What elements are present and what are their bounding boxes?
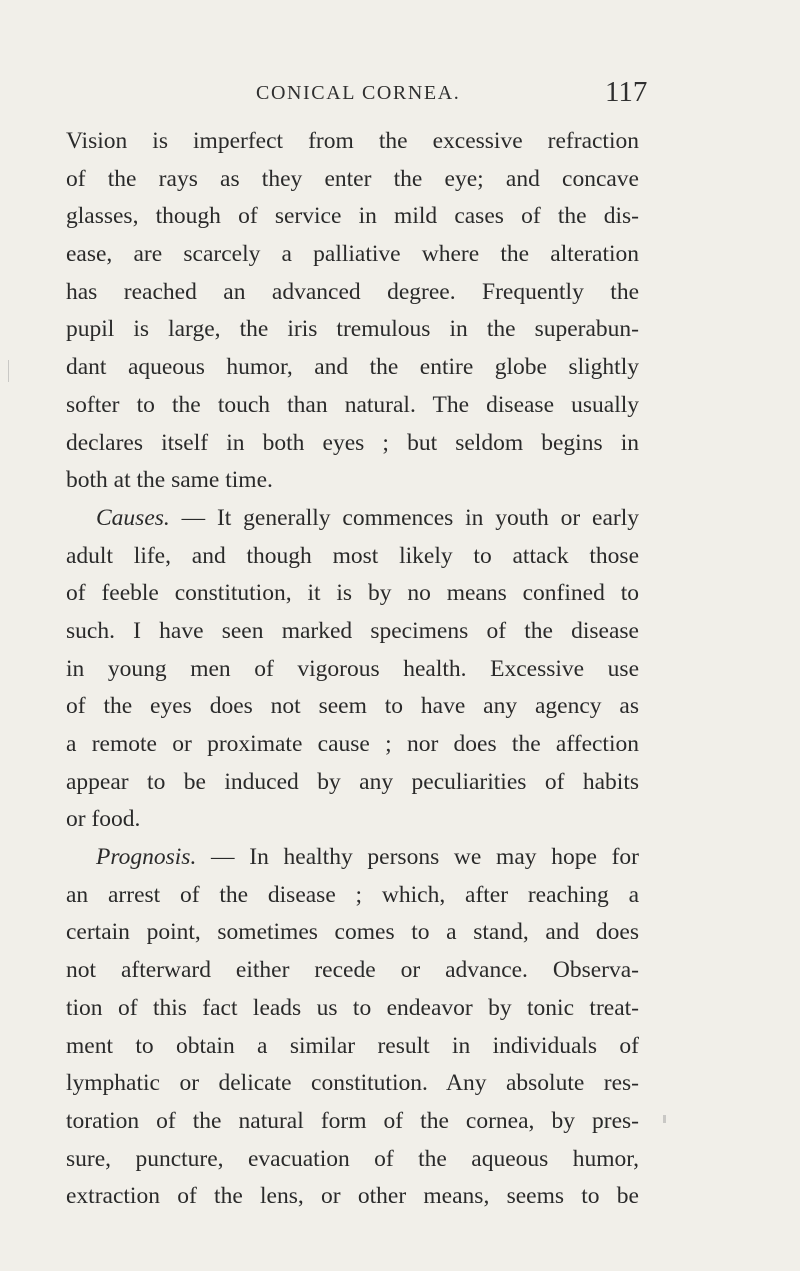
text-line: tion of this fact leads us to endeavor by tonic treat- [66,994,639,1021]
text-line: toration of the natural form of the cornea, by pres- [66,1107,639,1134]
text-line: sure, puncture, evacuation of the aqueous humor, [66,1145,639,1172]
scan-speck [8,360,9,382]
text-line: has reached an advanced degree. Frequently the [66,278,639,305]
text-line: such. I have seen marked specimens of the disease [66,617,639,644]
text-line: not afterward either recede or advance. Observa- [66,957,639,984]
text-line: both at the same time. [66,467,273,494]
causes-first-line-text: — It generally commences in youth or early [169,504,639,531]
text-line: declares itself in both eyes ; but seldom begins in [66,429,639,456]
prognosis-first-line [66,839,639,877]
text-line: ease, are scarcely a palliative where the alteration [66,241,639,268]
page-header [0,78,800,118]
text-line: adult life, and though most likely to attack those [66,542,639,569]
causes-heading: Causes. [96,504,170,531]
running-head: CONICAL CORNEA. [256,82,461,104]
page-number: 117 [605,76,648,108]
text-line: softer to the touch than natural. The disease usually [66,391,639,418]
text-line: pupil is large, the iris tremulous in the superabun- [66,316,639,343]
text-line: of the eyes does not seem to have any agency as [66,693,639,720]
prognosis-first-line-text: — In healthy persons we may hope for [196,844,639,871]
text-line: ment to obtain a similar result in individuals of [66,1032,639,1059]
body-text [66,123,639,1216]
text-line: in young men of vigorous health. Excessive use [66,655,639,682]
text-line: glasses, though of service in mild cases of the dis- [66,203,639,230]
text-line: extraction of the lens, or other means, seems to be [66,1183,639,1210]
prognosis-heading: Prognosis. [96,844,197,871]
text-line: or food. [66,806,141,833]
text-line: a remote or proximate cause ; nor does the affection [66,731,639,757]
text-line: Vision is imperfect from the excessive refraction [66,128,639,154]
text-line: certain point, sometimes comes to a stand, and does [66,919,639,946]
scan-speck [663,1115,666,1123]
causes-first-line [66,500,639,538]
text-line: dant aqueous humor, and the entire globe slightly [66,354,639,381]
text-line: of the rays as they enter the eye; and concave [66,165,639,192]
text-line: of feeble constitution, it is by no means confined to [66,580,639,607]
text-line: an arrest of the disease ; which, after reaching a [66,881,639,908]
text-line: lymphatic or delicate constitution. Any absolute res- [66,1070,639,1097]
text-line: appear to be induced by any peculiarities of habits [66,768,639,795]
